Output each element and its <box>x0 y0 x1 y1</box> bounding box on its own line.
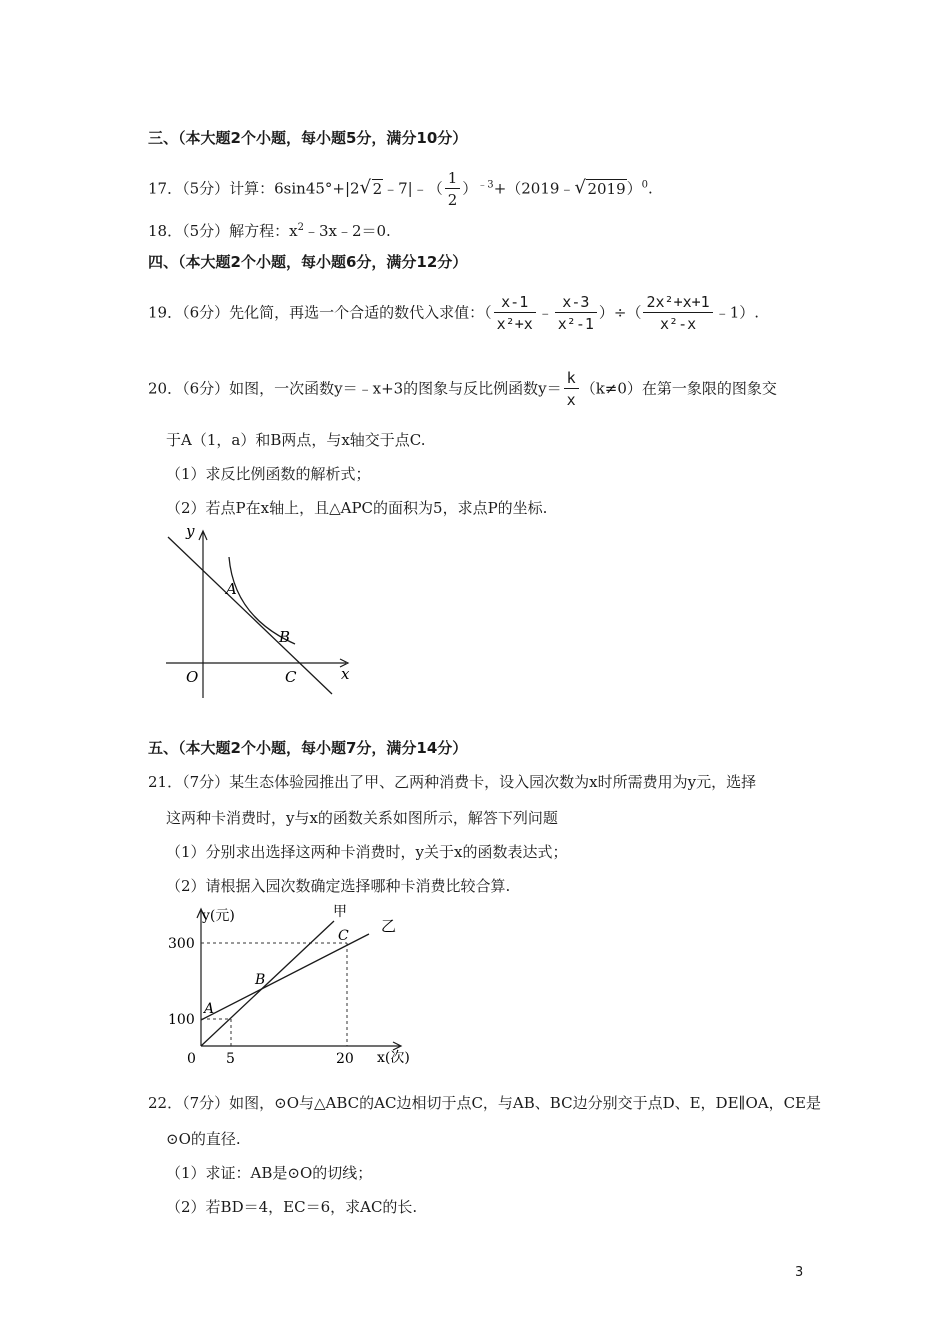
question-21-part-2: （2）请根据入园次数确定选择哪种卡消费比较合算. <box>166 877 511 895</box>
q18-prefix: 18．（5分）解方程：x <box>148 222 298 240</box>
q18-rest: ﹣3x﹣2＝0. <box>303 222 391 240</box>
q20-label-O: O <box>186 668 199 686</box>
section-3-heading: 三、（本大题2个小题，每小题5分，满分10分） <box>148 129 468 147</box>
question-20-part-2: （2）若点P在x轴上，且△APC的面积为5，求点P的坐标. <box>166 499 548 517</box>
page-number: 3 <box>795 1265 804 1280</box>
q20-label-y: y <box>186 522 195 540</box>
question-22-line-1: 22．（7分）如图，⊙O与△ABC的AC边相切于点C，与AB、BC边分别交于点D、E，DE∥OA，CE是 <box>148 1094 822 1112</box>
question-21-part-1: （1）分别求出选择这两种卡消费时，y关于x的函数表达式； <box>166 843 568 861</box>
q17-mid2: ） <box>462 179 478 198</box>
q21-figure <box>160 900 440 1080</box>
q20-label-C: C <box>285 668 297 686</box>
section-4-heading: 四、（本大题2个小题，每小题6分，满分12分） <box>148 253 468 271</box>
q19-end: ﹣1）. <box>714 303 760 322</box>
q17-fraction: $\frac{1}{2}$ <box>445 168 461 211</box>
q21-label-B: B <box>255 972 266 988</box>
q20-fraction: $\frac{k}{x}$ <box>564 368 579 411</box>
question-21-line-1: 21．（7分）某生态体验园推出了甲、乙两种消费卡，设入园次数为x时所需费用为y元，选择 <box>148 773 757 791</box>
q19-divide: ）÷（ <box>598 303 642 322</box>
q17-mid4: ） <box>626 179 642 198</box>
q21-label-jia: 甲 <box>333 904 347 920</box>
q17-mid3: +（2019﹣ <box>493 179 575 198</box>
question-20-line-2: 于A（1，a）和B两点，与x轴交于点C. <box>166 431 426 449</box>
q21-label-A: A <box>204 1001 215 1017</box>
q17-mid1: ﹣7|﹣（ <box>383 179 443 198</box>
question-17 <box>148 168 653 211</box>
q19-minus: ﹣ <box>537 303 553 322</box>
question-22-part-2: （2）若BD＝4，EC＝6，求AC的长. <box>166 1198 418 1216</box>
q20-label-x: x <box>341 665 350 683</box>
q19-fraction-3: $\frac{\text{2x²+x+1}}{\text{x²-x}}$ <box>643 292 712 335</box>
q19-fraction-1: $\frac{x-1}{\text{x²+x}}$ <box>494 292 536 335</box>
question-19 <box>148 292 759 335</box>
question-20-part-1: （1）求反比例函数的解析式； <box>166 465 371 483</box>
question-18 <box>148 218 391 241</box>
q17-sqrt-2: √ 2 <box>359 176 383 198</box>
q21-label-xaxis: x(次) <box>377 1050 410 1066</box>
q21-tick-100: 100 <box>168 1012 195 1028</box>
q21-label-yi: 乙 <box>381 917 397 935</box>
q19-fraction-2: $\frac{x-3}{\text{x²-1}}$ <box>555 292 597 335</box>
q21-line-yi <box>201 934 369 1020</box>
q21-tick-300: 300 <box>168 936 195 952</box>
q21-tick-5: 5 <box>226 1051 235 1067</box>
q21-line-jia <box>201 921 334 1046</box>
q21-tick-0: 0 <box>187 1051 196 1067</box>
q17-sqrt-2019: √ 2019 <box>574 176 626 198</box>
q20-line1-a: 20．（6分）如图，一次函数y＝﹣x+3的图象与反比例函数y＝ <box>148 379 562 398</box>
q17-exponent-zero: 0 <box>641 179 649 191</box>
q17-exponent: ﹣3 <box>477 179 494 191</box>
q17-end: . <box>648 179 653 198</box>
q19-prefix: 19．（6分）先化简，再选一个合适的数代入求值：（ <box>148 303 492 322</box>
q20-figure <box>160 522 360 702</box>
q18-exponent: 2 <box>297 222 304 233</box>
question-20-line-1 <box>148 368 777 411</box>
q21-tick-20: 20 <box>336 1051 354 1067</box>
q20-label-A: A <box>226 580 237 598</box>
question-22-line-2: ⊙O的直径. <box>166 1130 241 1148</box>
question-21-line-2: 这两种卡消费时，y与x的函数关系如图所示，解答下列问题 <box>166 809 558 827</box>
q17-prefix: 17．（5分）计算：6sin45°+|2 <box>148 179 360 198</box>
q21-label-C: C <box>338 928 349 944</box>
q21-label-yaxis: y(元) <box>202 908 235 924</box>
question-22-part-1: （1）求证：AB是⊙O的切线； <box>166 1164 373 1182</box>
q20-label-B: B <box>279 628 291 646</box>
section-5-heading: 五、（本大题2个小题，每小题7分，满分14分） <box>148 739 468 757</box>
q20-line1-b: （k≠0）在第一象限的图象交 <box>580 379 777 398</box>
